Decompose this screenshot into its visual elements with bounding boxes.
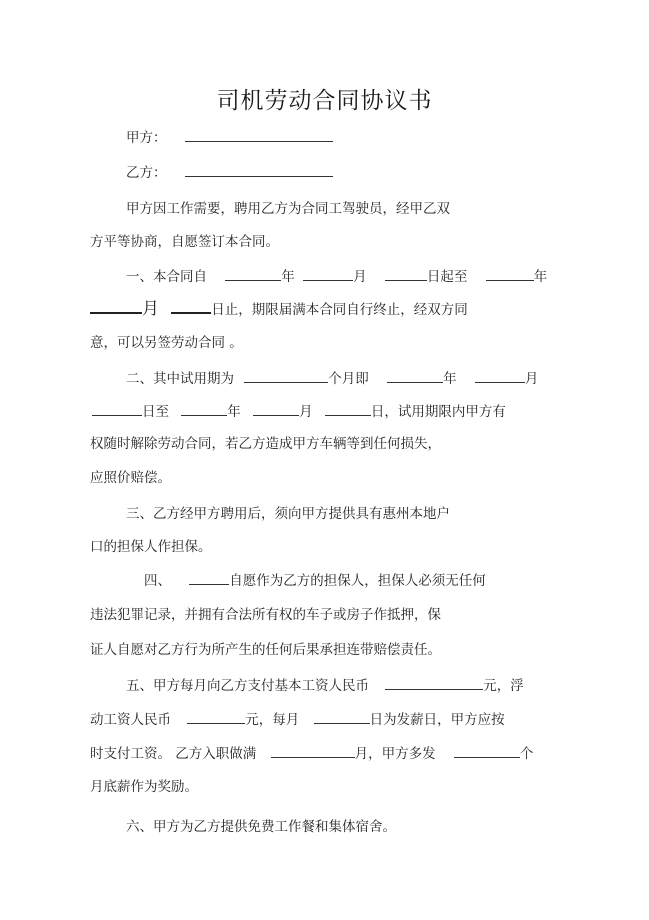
clause-4-line-1: [144, 570, 486, 591]
clause-2-line-2: [92, 401, 506, 422]
from-label: 日起至: [426, 269, 468, 285]
clause-2-line-1: [126, 368, 538, 389]
clause-3-line-2: 口的担保人作担保。: [90, 539, 212, 555]
end-day-blank[interactable]: [171, 298, 211, 314]
party-b-label: 乙方：: [126, 165, 167, 181]
intro-line-1: 甲方因工作需要，聘用乙方为合同工驾驶员，经甲乙双: [126, 201, 450, 217]
intro-line-2: 方平等协商，自愿签订本合同。: [90, 234, 279, 250]
bonus-months-blank[interactable]: [454, 743, 520, 758]
payday-text: 日为发薪日，甲方应按: [369, 712, 505, 728]
clause-1-prefix: 一、本合同自: [126, 269, 207, 285]
floating-salary-blank[interactable]: [187, 709, 245, 724]
year-label-3: 年: [443, 371, 457, 387]
party-a-label: 甲方：: [126, 130, 167, 146]
probation-end-day-blank[interactable]: [325, 401, 371, 416]
end-month-blank[interactable]: [90, 298, 142, 314]
clause-5-line-3: [90, 743, 533, 764]
clause-4-line-3: 证人自愿对乙方行为所产生的任何后果承担连带赔偿责任。: [90, 642, 441, 658]
clause-4-line-2: 违法犯罪记录，并拥有合法所有权的车子或房子作抵押，保: [90, 607, 441, 623]
yuan-monthly-label: 元，每月: [245, 712, 300, 728]
clause-2-line-3: 权随时解除劳动合同，若乙方造成甲方车辆等到任何损失，: [90, 436, 441, 452]
party-a-row: [126, 127, 333, 148]
probation-end-month-blank[interactable]: [253, 401, 299, 416]
start-month-blank[interactable]: [303, 266, 353, 281]
clause-4-prefix: 四、: [144, 573, 171, 589]
tenure-months-blank[interactable]: [271, 743, 355, 758]
base-salary-blank[interactable]: [385, 675, 483, 690]
clause-5-line-1: [126, 675, 524, 696]
floating-salary-label: 动工资人民币: [90, 712, 171, 728]
clause-2-prefix: 二、其中试用期为: [126, 371, 234, 387]
clause-5-prefix: 五、甲方每月向乙方支付基本工资人民币: [126, 678, 369, 694]
yuan-label: 元，浮: [483, 678, 524, 694]
bonus-text: 月，甲方多发: [354, 746, 436, 762]
clause-2-line-4: 应照价赔偿。: [90, 470, 171, 486]
clause-1-end-text: 日止，期限届满本合同自行终止，经双方同: [211, 302, 468, 318]
end-year-blank[interactable]: [486, 266, 534, 281]
party-b-row: [126, 162, 333, 183]
tenure-prefix: 时支付工资。 乙方入职做满: [90, 746, 257, 762]
year-label-4: 年: [227, 404, 241, 420]
probation-months-blank[interactable]: [244, 368, 328, 383]
clause-4-text: 自愿作为乙方的担保人，担保人必须无任何: [229, 573, 486, 589]
probation-end-year-blank[interactable]: [181, 401, 227, 416]
clause-5-line-2: [90, 709, 505, 730]
clause-2-end-text: 日，试用期限内甲方有: [370, 404, 506, 420]
months-label: 个月即: [328, 371, 369, 387]
probation-start-month-blank[interactable]: [475, 368, 525, 383]
month-label-large: 月: [142, 299, 159, 319]
month-label: 月: [353, 269, 367, 285]
document-title: 司机劳动合同协议书: [216, 88, 433, 114]
party-b-blank[interactable]: [185, 162, 333, 177]
clause-1-line-1: [126, 266, 547, 287]
clause-3-line-1: 三、乙方经甲方聘用后，须向甲方提供具有惠州本地户: [126, 506, 450, 522]
guarantor-blank[interactable]: [189, 570, 229, 585]
probation-start-year-blank[interactable]: [387, 368, 443, 383]
probation-start-day-blank[interactable]: [92, 401, 142, 416]
start-year-blank[interactable]: [225, 266, 281, 281]
unit-label: 个: [519, 746, 534, 762]
year-label-2: 年: [533, 269, 548, 285]
to-label: 日至: [142, 404, 169, 420]
clause-5-line-4: 月底薪作为奖励。: [90, 779, 198, 795]
clause-1-line-3: 意，可以另签劳动合同 。: [90, 335, 243, 351]
month-label-4: 月: [299, 404, 313, 420]
month-label-3: 月: [524, 371, 539, 387]
start-day-blank[interactable]: [385, 266, 427, 281]
payday-blank[interactable]: [314, 709, 370, 724]
year-label: 年: [281, 269, 295, 285]
clause-1-line-2: [90, 298, 468, 320]
clause-6-line-1: 六、甲方为乙方提供免费工作餐和集体宿舍。: [126, 819, 396, 835]
party-a-blank[interactable]: [185, 127, 333, 142]
